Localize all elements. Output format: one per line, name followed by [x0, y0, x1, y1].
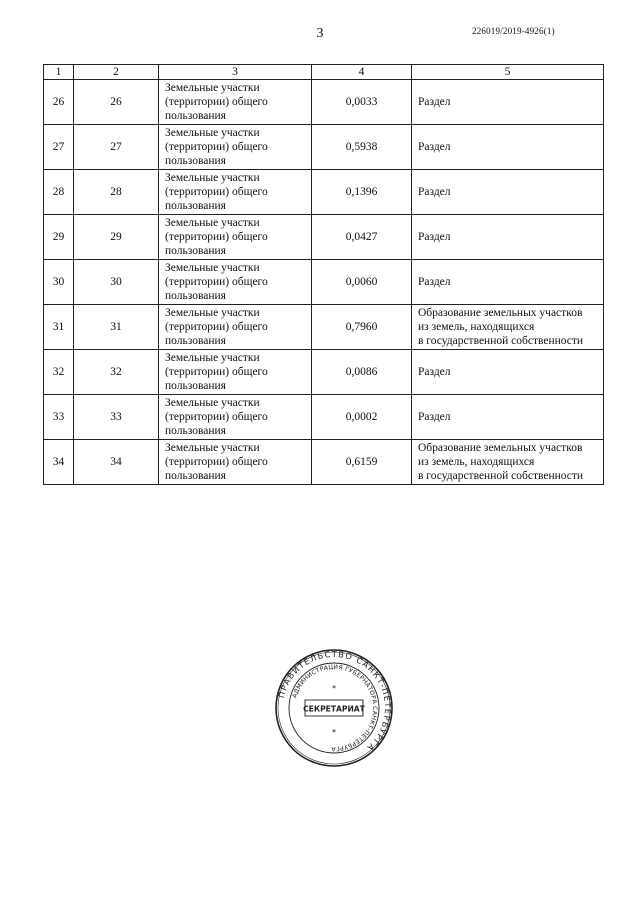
land-category-cell-line: пользования	[165, 470, 226, 482]
action-cell-line: Раздел	[418, 411, 451, 423]
table-row	[44, 215, 604, 260]
table-header-row	[44, 65, 604, 80]
row-number-cell: 28	[44, 170, 74, 215]
action-cell-line: Раздел	[418, 366, 451, 378]
action-cell-line: в государственной собственности	[418, 470, 584, 482]
land-category-cell-line: (территории) общего	[165, 321, 268, 333]
land-category-cell-line: Земельные участки	[165, 352, 260, 364]
land-category-cell-line: Земельные участки	[165, 127, 260, 139]
area-cell: 0,1396	[312, 170, 412, 215]
land-category-cell-line: (территории) общего	[165, 456, 268, 468]
stamp-inner-text: АДМИНИСТРАЦИЯ ГУБЕРНАТОРА САНКТ-ПЕТЕРБУРГА	[291, 663, 379, 753]
table-row	[44, 395, 604, 440]
table-row	[44, 260, 604, 305]
land-category-cell	[159, 215, 312, 260]
action-cell	[412, 80, 604, 125]
land-category-cell	[159, 440, 312, 485]
action-cell	[412, 125, 604, 170]
land-category-cell-line: пользования	[165, 380, 226, 392]
land-category-cell-line: (территории) общего	[165, 186, 268, 198]
action-cell-line: из земель, находящихся	[418, 321, 535, 333]
row-number-cell: 27	[44, 125, 74, 170]
table-row	[44, 125, 604, 170]
stamp-seal	[274, 648, 394, 768]
action-cell	[412, 440, 604, 485]
plot-number-cell: 26	[74, 80, 159, 125]
action-cell-line: Раздел	[418, 276, 451, 288]
plot-number-cell: 27	[74, 125, 159, 170]
area-cell: 0,6159	[312, 440, 412, 485]
row-number-cell: 29	[44, 215, 74, 260]
area-cell: 0,7960	[312, 305, 412, 350]
land-category-cell	[159, 305, 312, 350]
action-cell	[412, 350, 604, 395]
area-cell: 0,0060	[312, 260, 412, 305]
land-category-cell-line: пользования	[165, 155, 226, 167]
plot-number-cell: 30	[74, 260, 159, 305]
land-category-cell-line: Земельные участки	[165, 82, 260, 94]
column-header: 3	[159, 65, 312, 80]
stamp-center-text: СЕКРЕТАРИАТ	[303, 704, 365, 714]
table-body	[44, 80, 604, 485]
area-cell: 0,0086	[312, 350, 412, 395]
page-number: 3	[316, 26, 324, 41]
land-category-cell-line: пользования	[165, 110, 226, 122]
row-number-cell: 34	[44, 440, 74, 485]
action-cell-line: Раздел	[418, 231, 451, 243]
action-cell-line: из земель, находящихся	[418, 456, 535, 468]
table-row	[44, 170, 604, 215]
land-category-cell-line: пользования	[165, 425, 226, 437]
action-cell-line: Раздел	[418, 186, 451, 198]
stamp-star-top: *	[332, 684, 336, 693]
action-cell	[412, 215, 604, 260]
land-category-cell	[159, 395, 312, 440]
plot-number-cell: 32	[74, 350, 159, 395]
land-category-cell-line: Земельные участки	[165, 307, 260, 319]
land-category-cell-line: (территории) общего	[165, 231, 268, 243]
action-cell-line: Раздел	[418, 141, 451, 153]
official-stamp	[274, 648, 394, 768]
area-cell: 0,0427	[312, 215, 412, 260]
plot-number-cell: 28	[74, 170, 159, 215]
document-id: 226019/2019-4926(1)	[472, 26, 555, 36]
land-category-cell	[159, 170, 312, 215]
table-row	[44, 80, 604, 125]
column-header: 2	[74, 65, 159, 80]
row-number-cell: 32	[44, 350, 74, 395]
action-cell	[412, 305, 604, 350]
row-number-cell: 31	[44, 305, 74, 350]
land-category-cell	[159, 260, 312, 305]
area-cell: 0,5938	[312, 125, 412, 170]
land-category-cell	[159, 350, 312, 395]
table-row	[44, 440, 604, 485]
column-header: 1	[44, 65, 74, 80]
plot-number-cell: 33	[74, 395, 159, 440]
action-cell-line: в государственной собственности	[418, 335, 584, 347]
column-header: 4	[312, 65, 412, 80]
land-category-cell-line: (территории) общего	[165, 411, 268, 423]
land-category-cell-line: (территории) общего	[165, 141, 268, 153]
land-category-cell-line: Земельные участки	[165, 172, 260, 184]
row-number-cell: 30	[44, 260, 74, 305]
land-category-cell	[159, 125, 312, 170]
plot-number-cell: 31	[74, 305, 159, 350]
area-cell: 0,0033	[312, 80, 412, 125]
land-category-cell-line: (территории) общего	[165, 366, 268, 378]
row-number-cell: 33	[44, 395, 74, 440]
table-row	[44, 305, 604, 350]
column-header: 5	[412, 65, 604, 80]
land-category-cell-line: (территории) общего	[165, 276, 268, 288]
action-cell-line: Образование земельных участков	[418, 307, 583, 319]
row-number-cell: 26	[44, 80, 74, 125]
land-category-cell-line: пользования	[165, 335, 226, 347]
land-category-cell-line: Земельные участки	[165, 442, 260, 454]
action-cell	[412, 170, 604, 215]
land-category-cell	[159, 80, 312, 125]
plot-number-cell: 34	[74, 440, 159, 485]
table-row	[44, 350, 604, 395]
land-plots-table	[43, 64, 604, 485]
action-cell	[412, 260, 604, 305]
land-category-cell-line: Земельные участки	[165, 262, 260, 274]
action-cell	[412, 395, 604, 440]
land-category-cell-line: пользования	[165, 200, 226, 212]
plot-number-cell: 29	[74, 215, 159, 260]
stamp-star-bottom: *	[332, 728, 336, 737]
land-category-cell-line: пользования	[165, 290, 226, 302]
land-category-cell-line: Земельные участки	[165, 217, 260, 229]
stamp-outer-text: ПРАВИТЕЛЬСТВО САНКТ-ПЕТЕРБУРГА	[276, 648, 394, 754]
land-category-cell-line: (территории) общего	[165, 96, 268, 108]
action-cell-line: Образование земельных участков	[418, 442, 583, 454]
area-cell: 0,0002	[312, 395, 412, 440]
action-cell-line: Раздел	[418, 96, 451, 108]
land-category-cell-line: пользования	[165, 245, 226, 257]
land-category-cell-line: Земельные участки	[165, 397, 260, 409]
